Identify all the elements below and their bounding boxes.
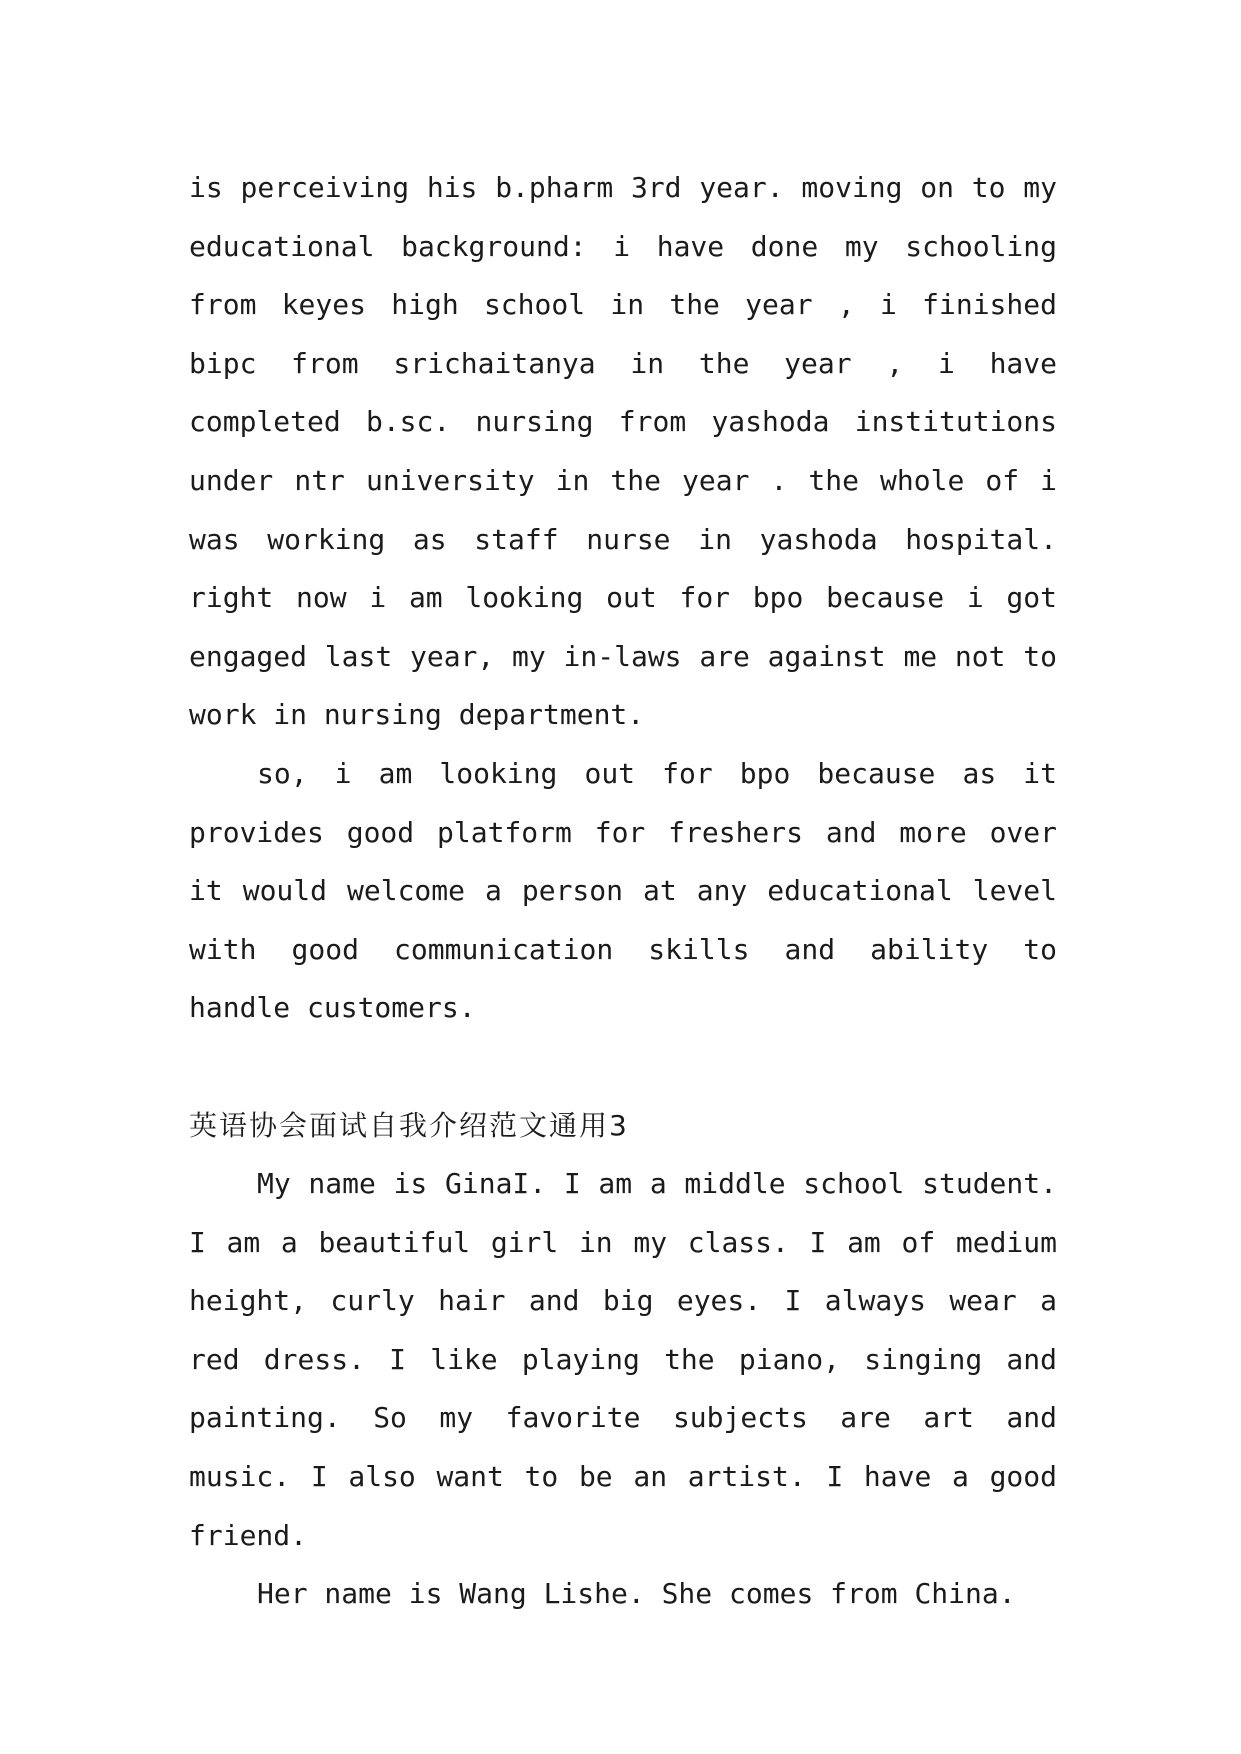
section-paragraph-1: My name is GinaI. I am a middle school student. I am a beautiful girl in my class. I am of medium height, curly hair and big eyes. I always wear a red dress. I like playing the piano, singing and painting. So my favorite subjects are art and music. I also want to be an artist. I have a good friend. [189, 1167, 1057, 1552]
body-paragraph-1: is perceiving his b.pharm 3rd year. moving on to my educational background: i have done my schooling from keyes high school in the year , i finished bipc from srichaitanya in the year , i have completed b.sc. nursing from yashoda institutions under ntr university in the year . the whole of i was working as staff nurse in yashoda hospital. right now i am looking out for bpo because i got engaged last year, my in-laws are against me not to work in nursing department. [189, 171, 1057, 732]
document-body [189, 159, 1057, 1624]
section-heading: 英语协会面试自我介绍范文通用3 [189, 1108, 629, 1142]
body-paragraph-2: so, i am looking out for bpo because as it provides good platform for freshers and more over it would welcome a person at any educational level with good communication skills and ability to handle customers. [189, 756, 1057, 1025]
section-paragraph-2: Her name is Wang Lishe. She comes from China. [257, 1577, 1016, 1611]
paragraph-spacer [189, 1038, 1057, 1097]
